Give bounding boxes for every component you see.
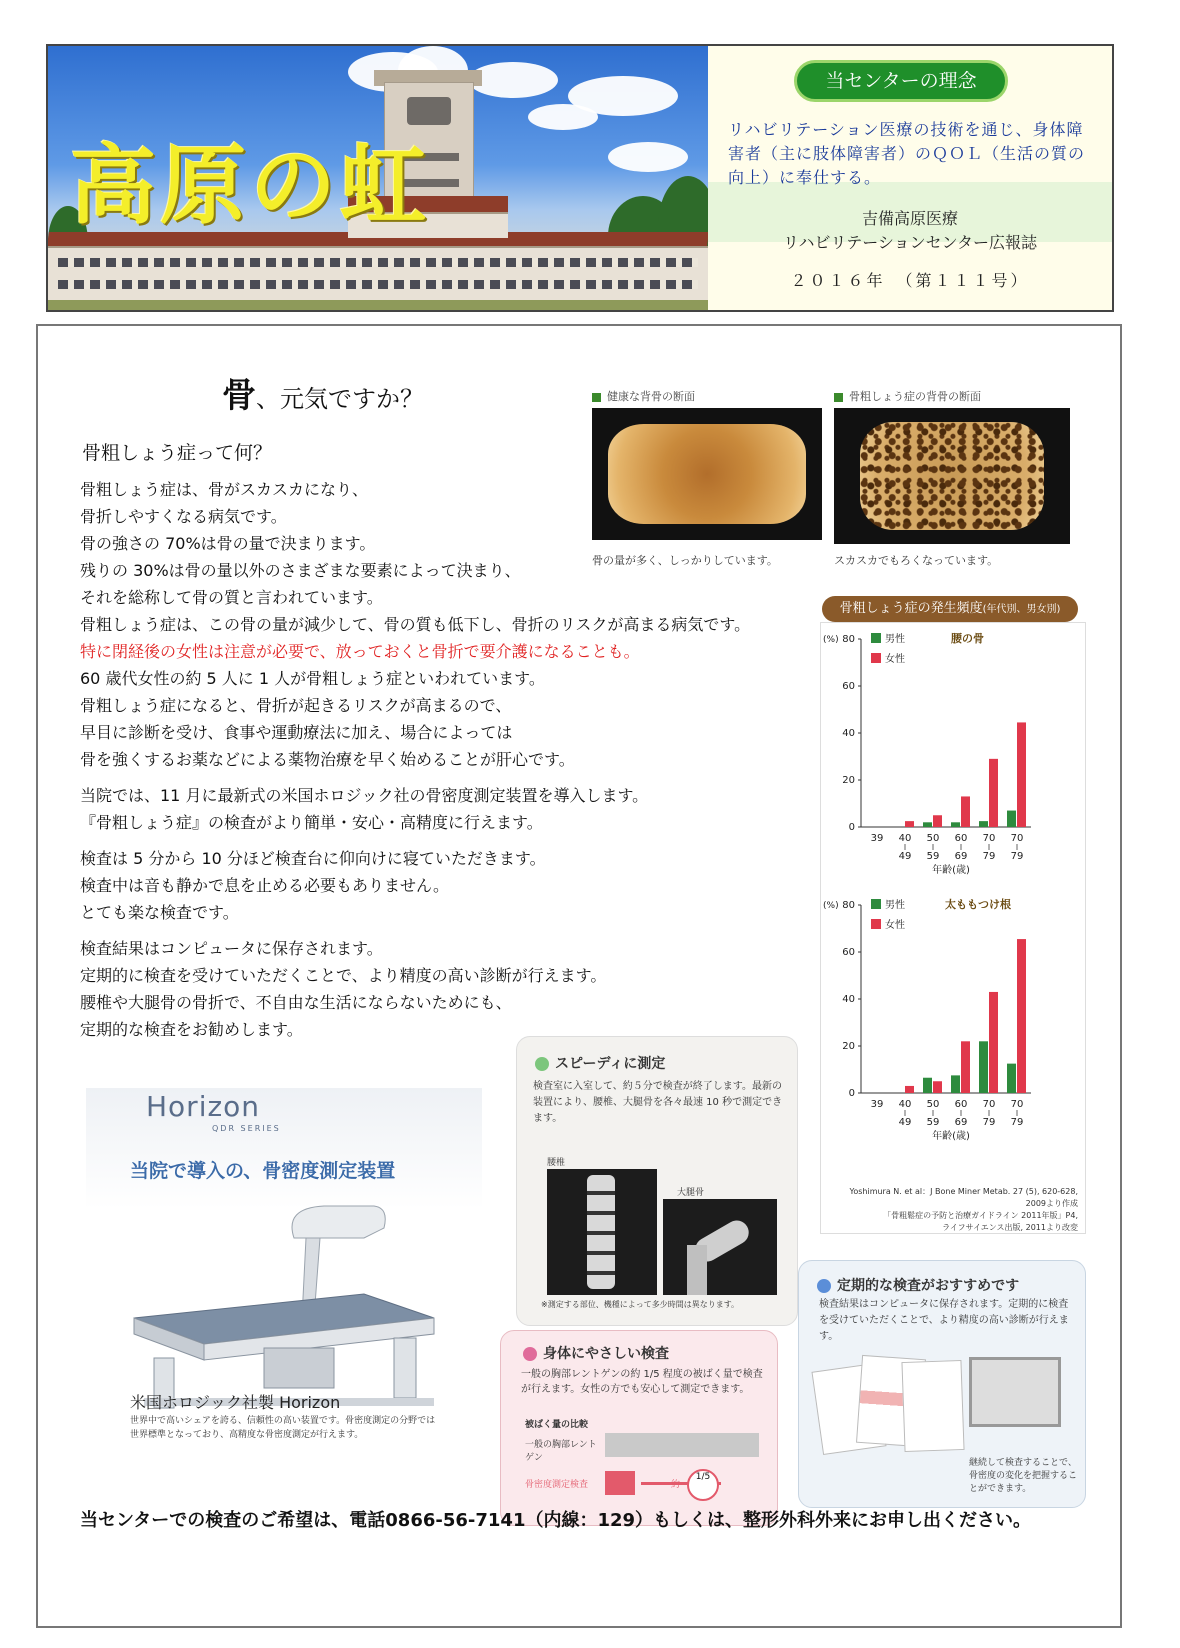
speedy-text: 検査室に入室して、約５分で検査が終了します。最新の装置により、腰椎、大腿骨を各々最速 10 秒で測定できます。: [533, 1081, 783, 1124]
chart-citation: [832, 1186, 1078, 1234]
body-line: 当院では、11 月に最新式の米国ホロジック社の骨密度測定装置を導入します。: [80, 786, 649, 805]
title-rest: 、元気ですか？: [256, 385, 424, 413]
chart-x-tick-label: 79: [982, 851, 996, 862]
blue-dot-icon: [817, 1279, 831, 1293]
chart-bar: [961, 796, 970, 827]
regular-check-card: [798, 1260, 1086, 1508]
body-line: とても楽な検査です。: [80, 903, 239, 922]
chart-x-tick-label: 40: [898, 833, 912, 844]
chart-x-tick-label: 59: [926, 851, 940, 862]
chart-x-tick-label: 50: [926, 833, 940, 844]
philosophy-badge: 当センターの理念: [794, 60, 1008, 102]
chart-x-tick-label: 69: [954, 1117, 968, 1128]
article-subtitle: 骨粗しょう症って何？: [82, 442, 273, 464]
osteo-bone-image: [834, 408, 1070, 544]
body-line: 検査中は音も静かで息を止める必要もありません。: [80, 876, 449, 895]
org-name-line1: 吉備高原医療: [861, 209, 958, 228]
body-line: 早目に診断を受け、食事や運動療法に加え、場合によっては: [80, 723, 513, 742]
chart-y-tick-label: 40: [842, 728, 855, 739]
incidence-charts: [821, 623, 1085, 1183]
body-line: 骨粗しょう症は、この骨の量が減少して、骨の質も低下し、骨折のリスクが高まる病気です。: [80, 615, 751, 634]
chart-y-tick-label: 80: [842, 634, 855, 645]
body-line: 骨折しやすくなる病気です。: [80, 507, 287, 526]
healthy-bone-image: [592, 408, 822, 540]
regular-note: 継続して検査することで、骨密度の変化を把握することができます。: [969, 1458, 1078, 1494]
body-line: 検査結果はコンピュータに保存されます。: [80, 939, 383, 958]
speedy-title: スピーディに測定: [535, 1053, 665, 1073]
report-sheet: [901, 1360, 964, 1452]
header-info-panel: [708, 46, 1112, 310]
contact-footer: 当センターでの検査のご希望は、電話0866-56-7141（内線：129）もしくは、整形外科外来にお申し出ください。: [80, 1510, 1032, 1531]
chart-bar: [923, 1078, 932, 1093]
body-line: 腰椎や大腿骨の骨折で、不自由な生活にならないためにも、: [80, 993, 512, 1012]
philosophy-text: リハビリテーション医療の技術を通じ、身体障害者（主に肢体障害者）のＱＯＬ（生活の質の向上）に奉仕する。: [728, 120, 1086, 187]
chart-x-tick-label: 39: [870, 1099, 884, 1110]
chart-panel-title: 骨粗しょう症の発生頻度(年代別、男女別): [822, 596, 1078, 622]
chart-bar: [933, 815, 942, 827]
dose-compare-label: 被ばく量の比較: [525, 1420, 589, 1430]
chart-x-tick-label: 60: [954, 833, 968, 844]
chart-y-tick-label: 0: [848, 822, 855, 833]
horizon-product-name: 米国ホロジック社製 Horizon: [130, 1393, 341, 1412]
speedy-note: ※測定する部位、機種によって多少時間は異なります。: [541, 1300, 740, 1309]
chart-x-tick-label: 79: [982, 1117, 996, 1128]
chart-x-tick-label: 40: [898, 1099, 912, 1110]
chart-y-tick-label: 20: [842, 1041, 855, 1052]
chart-x-tick-label: 49: [898, 1117, 912, 1128]
dose-bar-dexa: [605, 1471, 635, 1495]
body-line: 骨粗しょう症になると、骨折が起きるリスクが高まるので、: [80, 696, 512, 715]
citation-line: 「骨粗鬆症の予防と治療ガイドライン 2011年版」P4,: [883, 1211, 1078, 1220]
bone-densitometer-image: [114, 1198, 474, 1418]
title-big-char: 骨: [222, 376, 256, 416]
chart-x-tick-label: 79: [1010, 851, 1024, 862]
chart-bar: [923, 822, 932, 827]
legend-label: 女性: [885, 920, 905, 931]
gentle-text: 一般の胸部レントゲンの約 1/5 程度の被ばく量で検査が行えます。女性の方でも安心して測定できます。: [521, 1369, 763, 1395]
chart-x-tick-label: 49: [898, 851, 912, 862]
speedy-measurement-card: [516, 1036, 798, 1326]
body-line: 骨粗しょう症は、骨がスカスカになり、: [80, 480, 369, 499]
chart-bar: [989, 759, 998, 827]
chart-y-tick-label: 0: [848, 1088, 855, 1099]
osteo-bone-heading: 骨粗しょう症の背骨の断面: [834, 388, 981, 404]
chart-x-tick-label: 70: [1010, 1099, 1024, 1110]
article-title: [222, 368, 424, 417]
green-dot-icon: [535, 1057, 549, 1071]
chart-bar: [905, 1086, 914, 1093]
legend-swatch: [871, 919, 881, 929]
healthy-bone-caption: 骨の量が多く、しっかりしています。: [592, 554, 778, 567]
body-line: 骨の強さの 70%は骨の量で決まります。: [80, 534, 376, 553]
legend-swatch: [871, 899, 881, 909]
masthead: [46, 44, 1114, 312]
body-line: それを総称して骨の質と言われています。: [80, 588, 383, 607]
newsletter-logo: 高原の虹: [70, 135, 430, 236]
chart-x-tick-label: 70: [982, 1099, 996, 1110]
chart-y-tick-label: 80: [842, 900, 855, 911]
chart-bar: [979, 1041, 988, 1093]
spine-label: 腰椎: [547, 1158, 566, 1168]
dose-row-xray-label: 一般の胸部レントゲン: [525, 1440, 597, 1463]
chart-y-tick-label: 20: [842, 775, 855, 786]
chart-y-unit: (%): [823, 635, 839, 645]
pink-dot-icon: [523, 1347, 537, 1361]
body-line: 残りの 30%は骨の量以外のさまざまな要素によって決まり、: [80, 561, 521, 580]
chart-bar: [933, 1081, 942, 1093]
dose-row-dexa-label: 骨密度測定検査: [525, 1480, 589, 1490]
horizon-logo: Horizon: [146, 1090, 261, 1123]
gentle-exam-card: [500, 1330, 778, 1526]
dose-bar-xray: [605, 1433, 759, 1457]
chart-bar: [1017, 722, 1026, 827]
warning-line: 特に閉経後の女性は注意が必要で、放っておくと骨折で要介護になることも。: [80, 642, 640, 661]
chart-bar: [905, 821, 914, 827]
chart-y-tick-label: 60: [842, 947, 855, 958]
org-name-line2: リハビリテーションセンター広報誌: [783, 233, 1037, 252]
horizon-headline: 当院で導入の、骨密度測定装置: [130, 1160, 396, 1182]
chart-y-tick-label: 60: [842, 681, 855, 692]
regular-text: 検査結果はコンピュータに保存されます。定期的に検査を受けていただくことで、より精度の高い診断が行えます。: [819, 1299, 1069, 1342]
osteo-bone-caption: スカスカでもろくなっています。: [834, 554, 999, 567]
legend-swatch: [871, 633, 881, 643]
spine-scan-image: [547, 1169, 657, 1295]
horizon-device-ad: [86, 1088, 482, 1492]
body-line: 骨を強くするお薬などによる薬物治療を早く始めることが肝心です。: [80, 750, 575, 769]
healthy-bone-heading: 健康な背骨の断面: [592, 388, 695, 404]
legend-label: 男性: [885, 900, 905, 911]
fraction-badge: 1/5: [687, 1469, 719, 1501]
chart-x-axis-label: 年齢(歳): [932, 865, 970, 876]
chart-panel-title-note: (年代別、男女別): [982, 604, 1061, 615]
chart-x-tick-label: 79: [1010, 1117, 1024, 1128]
body-line: 定期的に検査を受けていただくことで、より精度の高い診断が行えます。: [80, 966, 607, 985]
citation-line: ライフサイエンス出版, 2011より改変: [942, 1223, 1078, 1232]
body-line: 60 歳代女性の約 5 人に 1 人が骨粗しょう症といわれています。: [80, 669, 545, 688]
incidence-chart-panel: [820, 622, 1086, 1234]
chart-title: 腰の骨: [951, 632, 984, 645]
body-line: 定期的な検査をお勧めします。: [80, 1020, 303, 1039]
body-line: 検査は 5 分から 10 分ほど検査台に仰向けに寝ていただきます。: [80, 849, 546, 868]
chart-x-tick-label: 69: [954, 851, 968, 862]
chart-y-tick-label: 40: [842, 994, 855, 1005]
chart-title: 太ももつけ根: [945, 898, 1011, 911]
chart-x-tick-label: 50: [926, 1099, 940, 1110]
femur-label: 大腿骨: [677, 1188, 705, 1198]
regular-title: 定期的な検査がおすすめです: [817, 1275, 1019, 1295]
chart-bar: [989, 992, 998, 1093]
chart-x-tick-label: 60: [954, 1099, 968, 1110]
chart-bar: [951, 1075, 960, 1093]
gentle-title: 身体にやさしい検査: [523, 1343, 669, 1363]
chart-x-axis-label: 年齢(歳): [932, 1131, 970, 1142]
chart-x-tick-label: 70: [982, 833, 996, 844]
legend-label: 男性: [885, 634, 905, 645]
computer-monitor-icon: [969, 1357, 1061, 1427]
citation-line: Yoshimura N. et al：J Bone Miner Metab. 27 (5), 620-628, 2009より作成: [849, 1187, 1078, 1208]
chart-bar: [979, 821, 988, 827]
chart-bar: [1017, 939, 1026, 1093]
chart-bar: [1007, 811, 1016, 827]
legend-label: 女性: [885, 654, 905, 665]
issue-number: ２０１６年 （第１１１号）: [790, 271, 1030, 290]
chart-x-tick-label: 59: [926, 1117, 940, 1128]
chart-bar: [961, 1041, 970, 1093]
chart-y-unit: (%): [823, 901, 839, 911]
chart-bar: [1007, 1064, 1016, 1093]
horizon-series: QDR SERIES: [212, 1124, 281, 1133]
chart-x-tick-label: 70: [1010, 833, 1024, 844]
femur-scan-image: [663, 1199, 777, 1295]
chart-bar: [951, 822, 960, 827]
chart-x-tick-label: 39: [870, 833, 884, 844]
body-line: 『骨粗しょう症』の検査がより簡単・安心・高精度に行えます。: [80, 813, 543, 832]
fraction-prefix: 約: [671, 1480, 681, 1490]
horizon-description: 世界中で高いシェアを誇る、信頼性の高い装置です。骨密度測定の分野では世界標準となっており、高精度な骨密度測定が行えます。: [130, 1416, 436, 1440]
legend-swatch: [871, 653, 881, 663]
